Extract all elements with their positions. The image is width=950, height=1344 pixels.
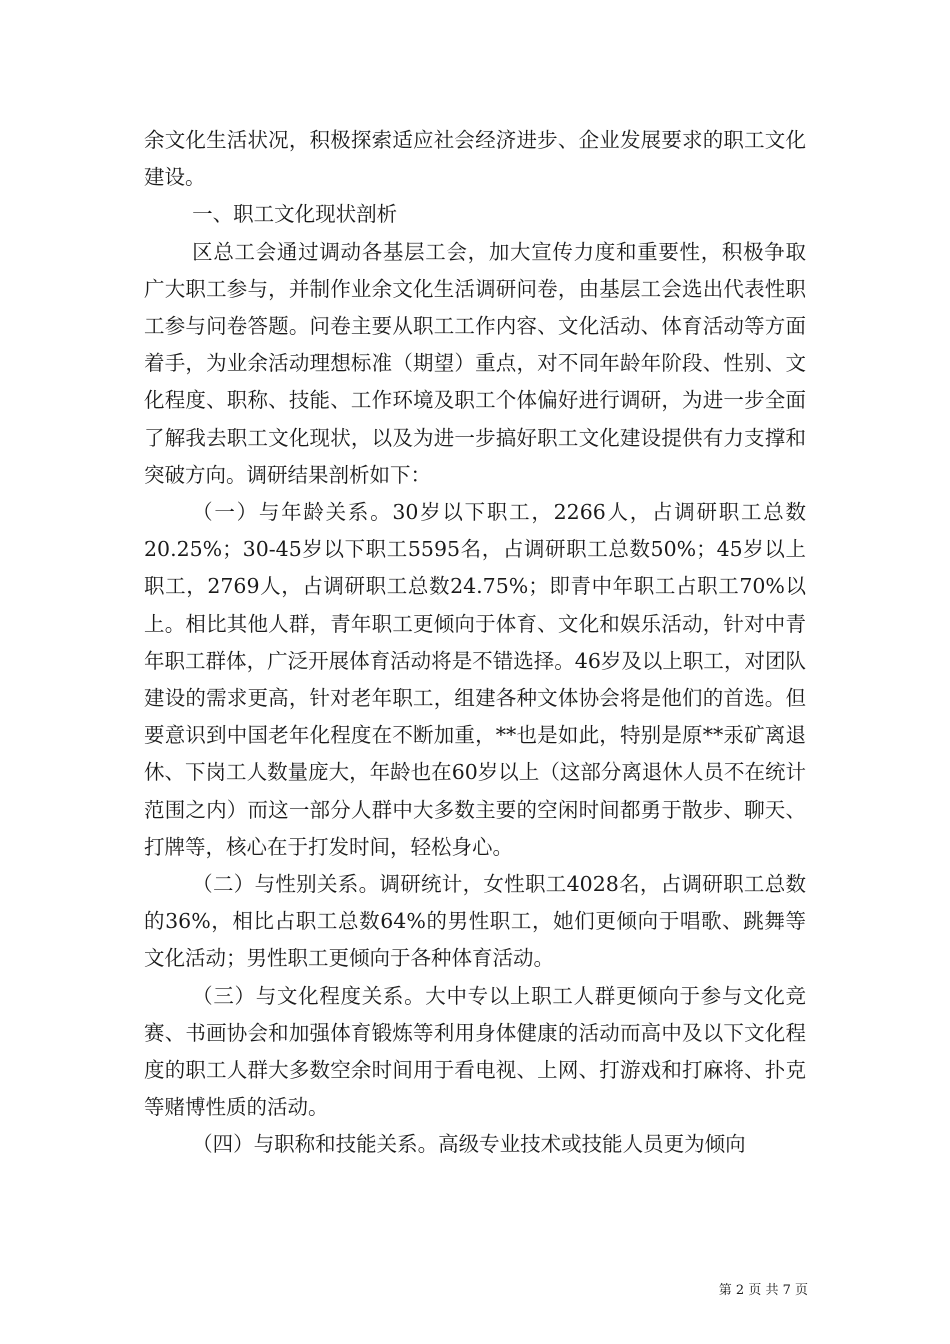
document-body [144,122,806,1164]
section-heading: 一、职工文化现状剖析 [192,202,398,227]
paragraph-continuation: 余文化生活状况，积极探索适应社会经济进步、企业发展要求的职工文化建设。 [144,128,806,190]
paragraph-survey-intro: 区总工会通过调动各基层工会，加大宣传力度和重要性，积极争取广大职工参与，并制作业余文化生活调研问卷，由基层工会选出代表性职工参与问卷答题。问卷主要从职工工作内容、文化活动、体育活动等方面着手，为业余活动理想标准（期望）重点，对不同年龄年阶段、性别、文化程度、职称、技能、工作环境及职工个体偏好进行调研，为进一步全面了解我去职工文化现状，以及为进一步搞好职工文化建设提供有力支撑和突破方向。调研结果剖析如下： [144,239,806,487]
page-number: 第 2 页 共 7 页 [718,1283,808,1298]
paragraph-title-skill: （四）与职称和技能关系。高级专业技术或技能人员更为倾向 [192,1132,746,1157]
paragraph-education: （三）与文化程度关系。大中专以上职工人群更倾向于参与文化竞赛、书画协会和加强体育锻炼等利用身体健康的活动而高中及以下文化程度的职工人群大多数空余时间用于看电视、上网、打游戏和打麻将、扑克等赌博性质的活动。 [144,983,806,1120]
paragraph-age: （一）与年龄关系。30岁以下职工，2266人，占调研职工总数20.25%；30-45岁以下职工5595名，占调研职工总数50%；45岁以上职工，2769人，占调研职工总数24.75%；即青中年职工占职工70%以上。相比其他人群，青年职工更倾向于体育、文化和娱乐活动，针对中青年职工群体，广泛开展体育活动将是不错选择。46岁及以上职工，对团队建设的需求更高，针对老年职工，组建各种文体协会将是他们的首选。但要意识到中国老年化程度在不断加重，**也是如此，特别是原**汞矿离退休、下岗工人数量庞大，年龄也在60岁以上（这部分离退休人员不在统计范围之内）而这一部分人群中大多数主要的空闲时间都勇于散步、聊天、打牌等，核心在于打发时间，轻松身心。 [144,500,806,859]
paragraph-gender: （二）与性别关系。调研统计，女性职工4028名，占调研职工总数的36%，相比占职工总数64%的男性职工，她们更倾向于唱歌、跳舞等文化活动；男性职工更倾向于各种体育活动。 [144,872,806,971]
